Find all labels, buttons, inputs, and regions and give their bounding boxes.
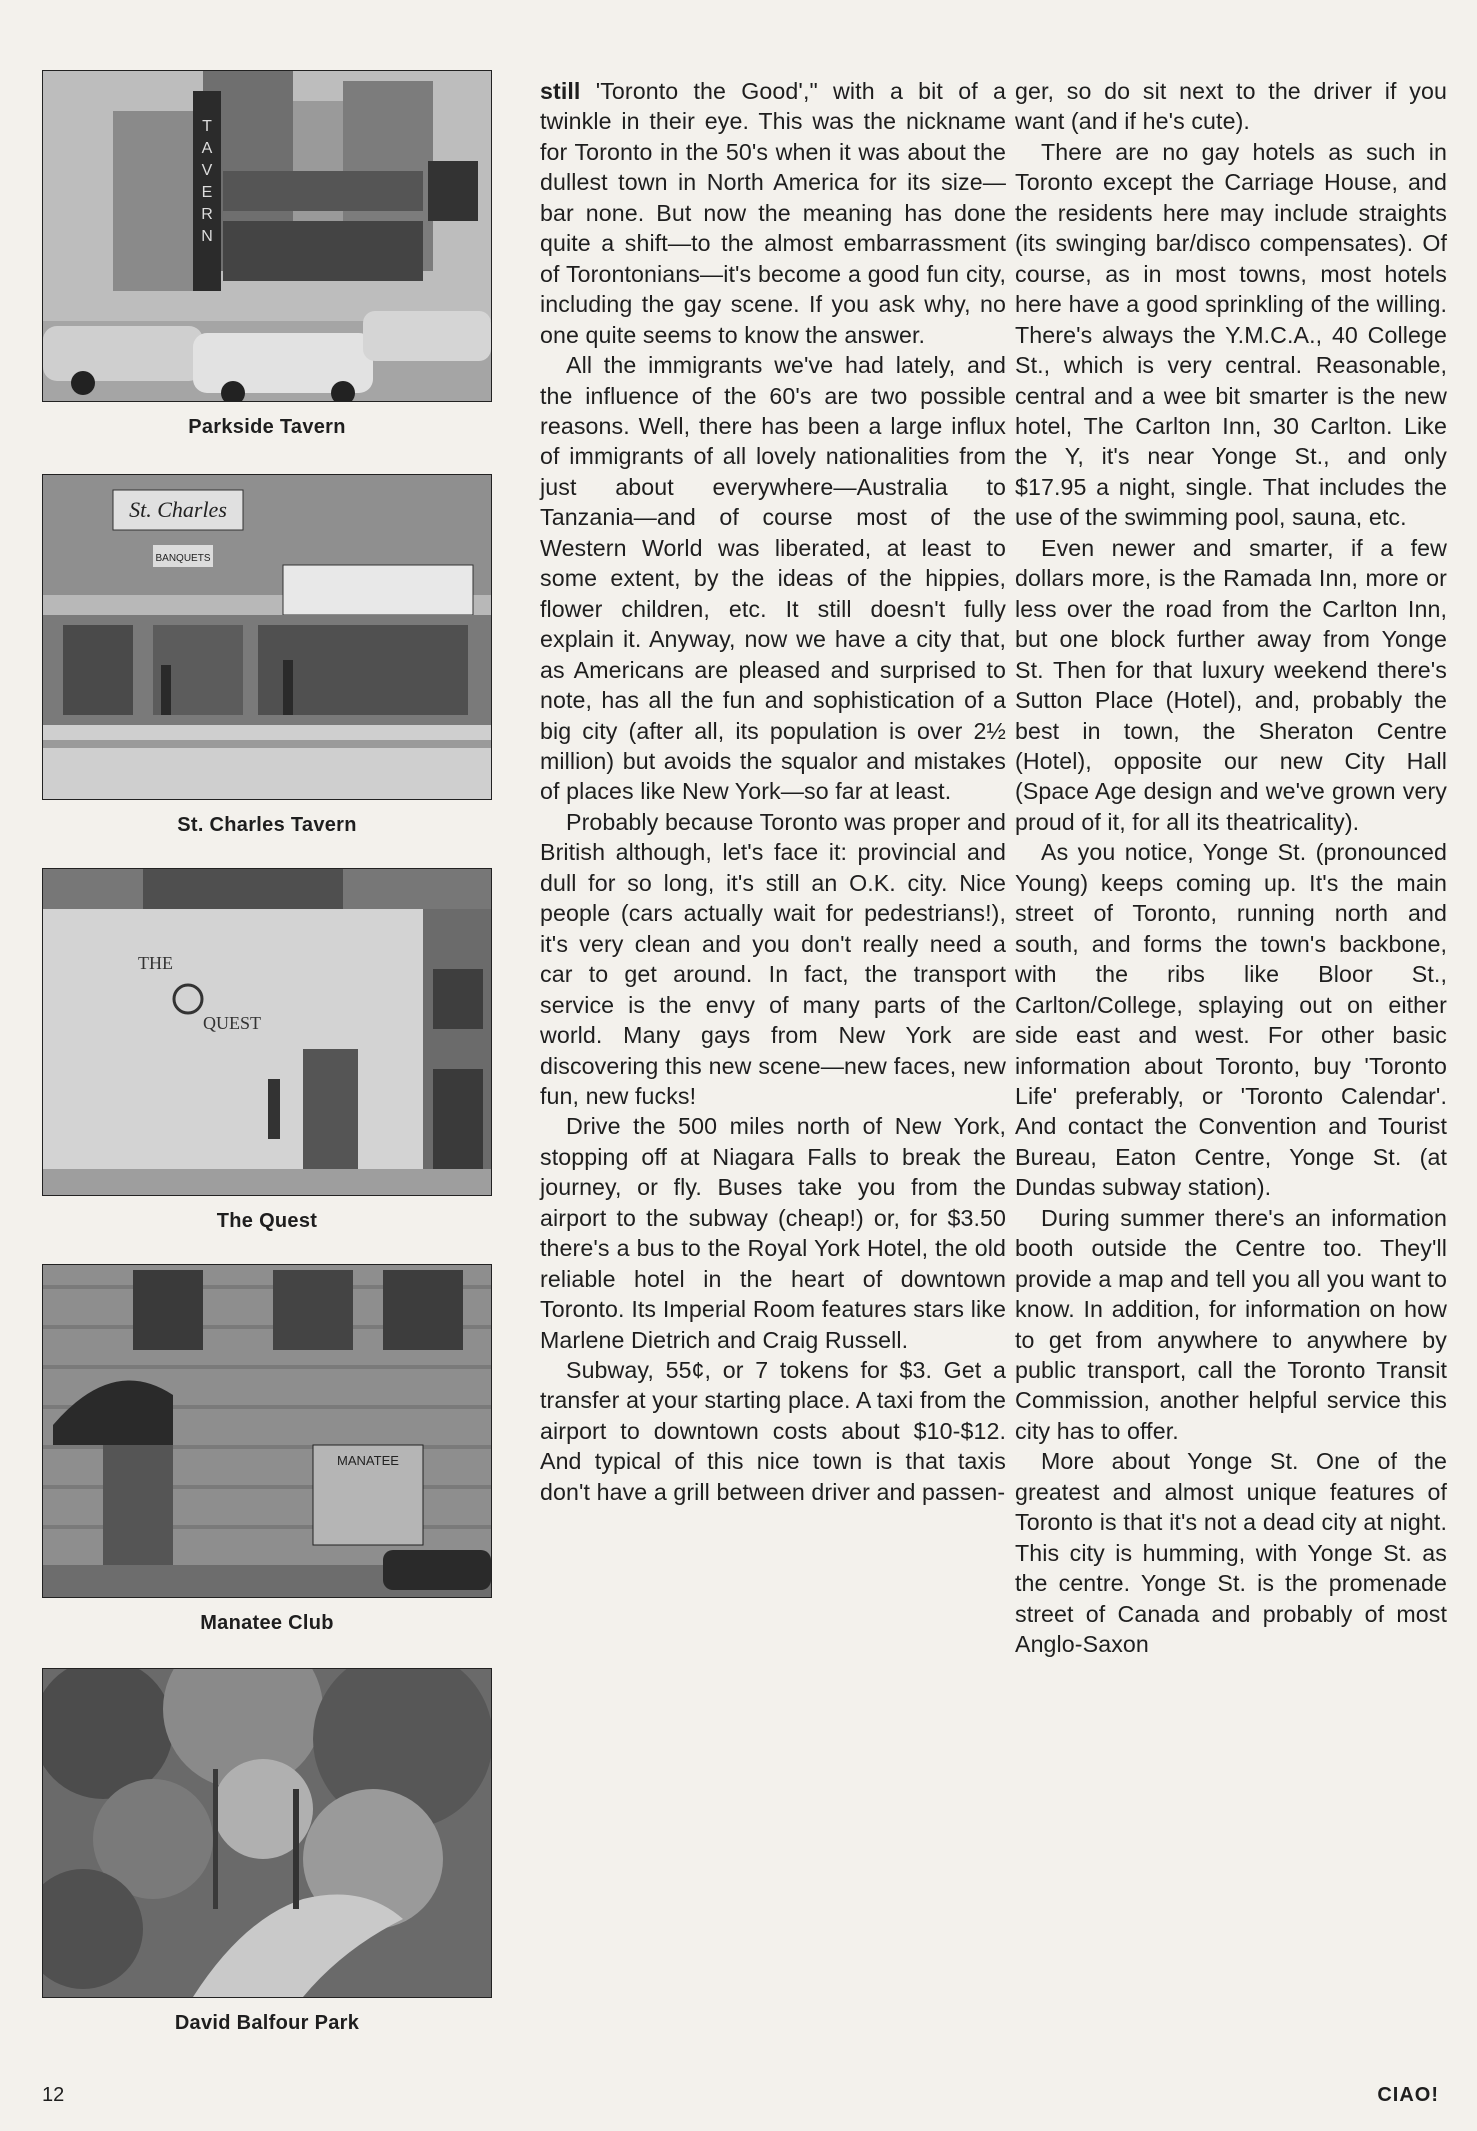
paragraph: Probably because Toronto was proper and British although, let's face it: provincial and dull for so long, it's still an O.K. city. Nice people (cars actually wait for pedestrians!), it's very clean and you don't really need a car to get around. In fact, the transport service is the envy of many parts of the world. Many gays from New York are discovering this new scene—new faces, new fun, new fucks! [540, 808, 1006, 1109]
svg-text:BANQUETS: BANQUETS [155, 553, 211, 564]
svg-text:E: E [201, 184, 213, 201]
svg-text:A: A [201, 140, 213, 157]
manatee-club-photo [42, 1264, 492, 1598]
lead-word: still [540, 78, 581, 104]
paragraph-text: 'Toronto the Good'," with a bit of a twinkle in their eye. This was the nickname for Toronto in the 50's when it was about the dullest town in North America for its size—bar none. But now the meaning has done quite a shift—to the almost embarrassment of Torontonians—it's become a good fun city, including the gay scene. If you ask why, no one quite seems to know the answer. [540, 78, 1006, 348]
article-column-1 [540, 76, 1006, 1507]
photo-block-st-charles [42, 474, 492, 837]
page-number: 12 [42, 2084, 65, 2106]
parkside-tavern-photo [42, 70, 492, 402]
photo-block-balfour [42, 1668, 492, 2035]
paragraph: More about Yonge St. One of the greatest and almost unique features of Toronto is that it's not a dead city at night. This city is humming, with Yonge St. as the centre. Yonge St. is the promenade street of Canada and probably of most Anglo-Saxon [1015, 1448, 1447, 1658]
photo-caption: Parkside Tavern [188, 416, 346, 438]
paragraph [540, 76, 1006, 350]
magazine-name: CIAO! [1377, 2084, 1439, 2106]
david-balfour-park-photo [42, 1668, 492, 1998]
paragraph: There are no gay hotels as such in Toronto except the Carriage House, and the residents here may include straights (its swinging bar/disco compensates). Of course, as in most towns, most hotels here have a good sprinkling of the willing. There's always the Y.M.C.A., 40 College St., which is very central. Reasonable, central and a wee bit smarter is the new hotel, The Carlton Inn, 30 Carlton. Like the Y, it's near Yonge St., and only $17.95 a night, single. That includes the use of the swimming pool, sauna, etc. [1015, 138, 1447, 531]
photo-block-manatee [42, 1264, 492, 1635]
paragraph: Subway, 55¢, or 7 tokens for $3. Get a transfer at your starting place. A taxi from the airport to downtown costs about $10-$12. And typical of this nice town is that taxis don't have a grill between driver and passen- [540, 1357, 1006, 1505]
photo-caption: The Quest [216, 1210, 318, 1232]
svg-text:St. Charles: St. Charles [129, 497, 227, 522]
paragraph: Drive the 500 miles north of New York, stopping off at Niagara Falls to break the journey, or fly. Buses take you from the airport to the subway (cheap!) or, for $3.50 there's a bus to the Royal York Hotel, the old reliable hotel in the heart of downtown Toronto. Its Imperial Room features stars like Marlene Dietrich and Craig Russell. [540, 1113, 1006, 1353]
photo-caption: David Balfour Park [174, 2012, 360, 2034]
article-column-2 [1015, 76, 1447, 1660]
paragraph: As you notice, Yonge St. (pronounced Young) keeps coming up. It's the main street of Toronto, running north and south, and forms the town's backbone, with the ribs like Bloor St., Carlton/College, splaying out on either side east and west. For other basic information about Toronto, buy 'Toronto Life' preferably, or 'Toronto Calendar'. And contact the Convention and Tourist Bureau, Eaton Centre, Yonge St. (at Dundas subway station). [1015, 839, 1447, 1201]
svg-text:MANATEE: MANATEE [337, 1453, 399, 1468]
st-charles-tavern-photo [42, 474, 492, 800]
photo-block-parkside [42, 70, 492, 439]
photo-caption: Manatee Club [200, 1612, 334, 1634]
paragraph: ger, so do sit next to the driver if you want (and if he's cute). [1015, 78, 1447, 135]
paragraph: During summer there's an information booth outside the Centre too. They'll provide a map and tell you all you want to know. In addition, for information on how to get from anywhere to anywhere by public transport, call the Toronto Transit Commission, another helpful service this city has to offer. [1015, 1204, 1447, 1444]
the-quest-photo [42, 868, 492, 1196]
paragraph: All the immigrants we've had lately, and the influence of the 60's are two possible reasons. Well, there has been a large influx of immigrants of all lovely nationalities from just about everywhere—Australia to Tanzania—and of course most of the Western World was liberated, at least to some extent, by the ideas of the hippies, flower children, etc. It still doesn't fully explain it. Anyway, now we have a city that, as Americans are pleased and surprised to note, has all the fun and sophistication of a big city (after all, its population is over 2½ million) but avoids the squalor and mistakes of places like New York—so far at least. [540, 352, 1006, 805]
svg-text:V: V [201, 162, 213, 179]
svg-text:T: T [202, 118, 212, 135]
photo-caption: St. Charles Tavern [177, 814, 357, 836]
svg-text:R: R [201, 206, 213, 223]
svg-text:N: N [201, 228, 213, 245]
paragraph: Even newer and smarter, if a few dollars more, is the Ramada Inn, more or less over the road from the Carlton Inn, but one block further away from Yonge St. Then for that luxury weekend there's Sutton Place (Hotel), and, probably the best in town, the Sheraton Centre (Hotel), opposite our new City Hall (Space Age design and we've grown very proud of it, for all its theatricality). [1015, 534, 1447, 835]
svg-text:QUEST: QUEST [203, 1013, 261, 1033]
svg-text:THE: THE [138, 953, 173, 973]
photo-block-quest [42, 868, 492, 1233]
